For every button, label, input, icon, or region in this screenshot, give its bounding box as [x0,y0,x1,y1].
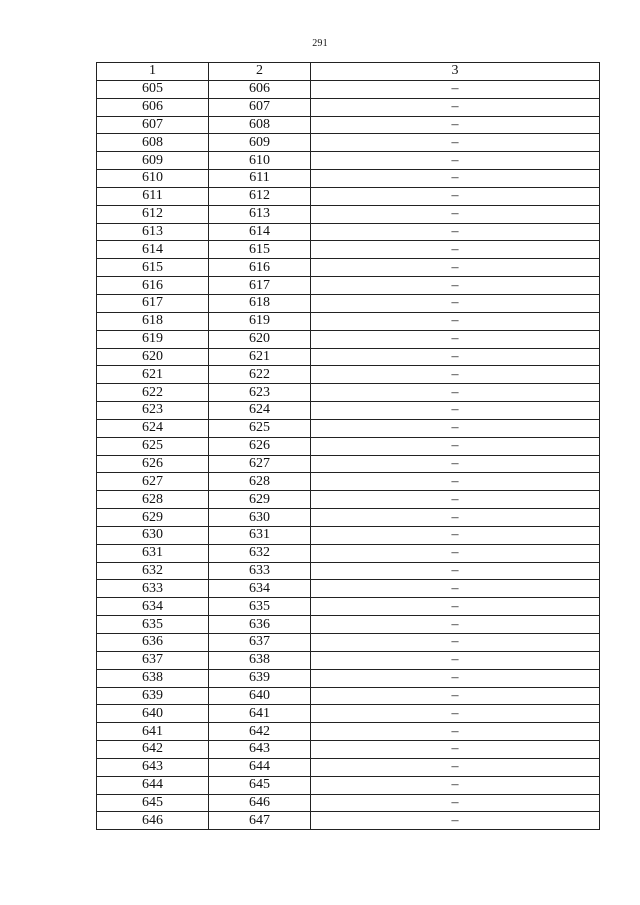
table-cell-col1: 624 [97,419,209,437]
table-cell-col3: – [311,758,600,776]
table-cell-col1: 606 [97,98,209,116]
table-cell-col2: 618 [209,294,311,312]
table-cell-col3: – [311,366,600,384]
table-row [97,580,600,598]
table-row [97,598,600,616]
table-row [97,98,600,116]
table-row [97,723,600,741]
table-row [97,794,600,812]
table-row [97,812,600,830]
table-cell-col1: 609 [97,152,209,170]
table-cell-col3: – [311,562,600,580]
table-cell-col2: 641 [209,705,311,723]
table-cell-col3: – [311,669,600,687]
table-cell-col1: 639 [97,687,209,705]
table-cell-col3: – [311,509,600,527]
table-cell-col2: 625 [209,419,311,437]
header-row [97,63,600,81]
table-row [97,312,600,330]
table-row [97,116,600,134]
table-cell-col1: 613 [97,223,209,241]
table-cell-col2: 626 [209,437,311,455]
table-cell-col2: 616 [209,259,311,277]
table-cell-col2: 607 [209,98,311,116]
table-cell-col2: 608 [209,116,311,134]
table-cell-col2: 610 [209,152,311,170]
table-cell-col3: – [311,330,600,348]
table-row [97,687,600,705]
table-cell-col2: 635 [209,598,311,616]
table-cell-col3: – [311,116,600,134]
table-cell-col3: – [311,348,600,366]
table-cell-col1: 631 [97,544,209,562]
table-cell-col3: – [311,170,600,188]
table-cell-col3: – [311,580,600,598]
table-cell-col3: – [311,794,600,812]
table-row [97,366,600,384]
table-cell-col2: 632 [209,544,311,562]
table-row [97,80,600,98]
table-cell-col1: 640 [97,705,209,723]
table-cell-col2: 612 [209,187,311,205]
table-body [97,80,600,829]
table-row [97,134,600,152]
table-row [97,741,600,759]
table-cell-col1: 605 [97,80,209,98]
table-cell-col2: 639 [209,669,311,687]
table-cell-col2: 617 [209,277,311,295]
table-cell-col2: 614 [209,223,311,241]
table-cell-col2: 629 [209,491,311,509]
table-cell-col2: 621 [209,348,311,366]
table-cell-col3: – [311,402,600,420]
table-cell-col3: – [311,687,600,705]
table-cell-col1: 623 [97,402,209,420]
table-cell-col1: 628 [97,491,209,509]
header-cell-col2: 2 [209,63,311,81]
header-cell-col1: 1 [97,63,209,81]
table-cell-col1: 611 [97,187,209,205]
table-cell-col2: 645 [209,776,311,794]
table-cell-col3: – [311,491,600,509]
table-row [97,187,600,205]
table-cell-col2: 631 [209,526,311,544]
table-cell-col3: – [311,526,600,544]
table-row [97,758,600,776]
table-cell-col3: – [311,384,600,402]
table-cell-col1: 635 [97,616,209,634]
table-cell-col1: 607 [97,116,209,134]
table-cell-col1: 637 [97,651,209,669]
table-cell-col2: 620 [209,330,311,348]
table-row [97,634,600,652]
table-cell-col3: – [311,473,600,491]
table-cell-col2: 644 [209,758,311,776]
table-cell-col2: 638 [209,651,311,669]
table-cell-col2: 609 [209,134,311,152]
table-row [97,277,600,295]
header-cell-col3: 3 [311,63,600,81]
table-cell-col2: 642 [209,723,311,741]
table-row [97,562,600,580]
table-cell-col1: 644 [97,776,209,794]
table-cell-col1: 638 [97,669,209,687]
table-cell-col3: – [311,419,600,437]
table-cell-col3: – [311,455,600,473]
table-cell-col1: 625 [97,437,209,455]
table-cell-col3: – [311,437,600,455]
table-cell-col1: 629 [97,509,209,527]
table-cell-col1: 633 [97,580,209,598]
table-cell-col1: 641 [97,723,209,741]
table-cell-col1: 621 [97,366,209,384]
table-row [97,223,600,241]
table-cell-col2: 633 [209,562,311,580]
table-cell-col3: – [311,776,600,794]
table-cell-col3: – [311,651,600,669]
table-cell-col2: 647 [209,812,311,830]
table-cell-col2: 622 [209,366,311,384]
table-cell-col2: 606 [209,80,311,98]
table-cell-col1: 626 [97,455,209,473]
table-cell-col3: – [311,98,600,116]
table-cell-col2: 627 [209,455,311,473]
table-row [97,509,600,527]
table-row [97,152,600,170]
table-cell-col2: 630 [209,509,311,527]
table-cell-col2: 640 [209,687,311,705]
table-cell-col1: 646 [97,812,209,830]
table-header [97,63,600,81]
table-cell-col3: – [311,294,600,312]
table-row [97,455,600,473]
table-cell-col3: – [311,277,600,295]
table-cell-col1: 616 [97,277,209,295]
table-cell-col3: – [311,312,600,330]
table-cell-col2: 623 [209,384,311,402]
table-cell-col1: 614 [97,241,209,259]
table-cell-col2: 646 [209,794,311,812]
table-row [97,491,600,509]
table-row [97,651,600,669]
table-cell-col3: – [311,598,600,616]
table-row [97,776,600,794]
table-cell-col2: 619 [209,312,311,330]
table-cell-col1: 634 [97,598,209,616]
table-cell-col1: 608 [97,134,209,152]
table-row [97,205,600,223]
table-cell-col1: 620 [97,348,209,366]
table-cell-col1: 627 [97,473,209,491]
table-cell-col1: 636 [97,634,209,652]
table-row [97,241,600,259]
table-row [97,348,600,366]
table-row [97,259,600,277]
table-cell-col3: – [311,812,600,830]
table-cell-col3: – [311,205,600,223]
table-cell-col3: – [311,634,600,652]
data-table [96,62,600,830]
table-row [97,669,600,687]
table-cell-col2: 613 [209,205,311,223]
table-cell-col3: – [311,544,600,562]
table-cell-col1: 612 [97,205,209,223]
table-cell-col1: 610 [97,170,209,188]
table-cell-col2: 643 [209,741,311,759]
table-row [97,437,600,455]
table-cell-col1: 618 [97,312,209,330]
table-cell-col3: – [311,134,600,152]
table-cell-col2: 628 [209,473,311,491]
table-cell-col3: – [311,223,600,241]
table-row [97,526,600,544]
table-cell-col3: – [311,187,600,205]
table-row [97,705,600,723]
table-cell-col2: 637 [209,634,311,652]
page-number: 291 [312,38,328,49]
table-cell-col3: – [311,705,600,723]
table-cell-col1: 642 [97,741,209,759]
table-cell-col3: – [311,80,600,98]
table-cell-col3: – [311,723,600,741]
table-cell-col1: 622 [97,384,209,402]
table-cell-col1: 615 [97,259,209,277]
table-cell-col3: – [311,241,600,259]
table-row [97,473,600,491]
table-row [97,616,600,634]
table-cell-col1: 645 [97,794,209,812]
table-cell-col3: – [311,152,600,170]
table-cell-col1: 632 [97,562,209,580]
table-cell-col1: 619 [97,330,209,348]
table-cell-col1: 617 [97,294,209,312]
table-cell-col2: 636 [209,616,311,634]
table-cell-col1: 630 [97,526,209,544]
table-cell-col3: – [311,741,600,759]
table-cell-col3: – [311,259,600,277]
table-row [97,170,600,188]
table-row [97,384,600,402]
table-cell-col2: 634 [209,580,311,598]
table-row [97,544,600,562]
table-cell-col2: 611 [209,170,311,188]
table-row [97,402,600,420]
table-row [97,294,600,312]
table-row [97,419,600,437]
table-cell-col1: 643 [97,758,209,776]
table-cell-col3: – [311,616,600,634]
table-cell-col2: 615 [209,241,311,259]
table-row [97,330,600,348]
table-cell-col2: 624 [209,402,311,420]
